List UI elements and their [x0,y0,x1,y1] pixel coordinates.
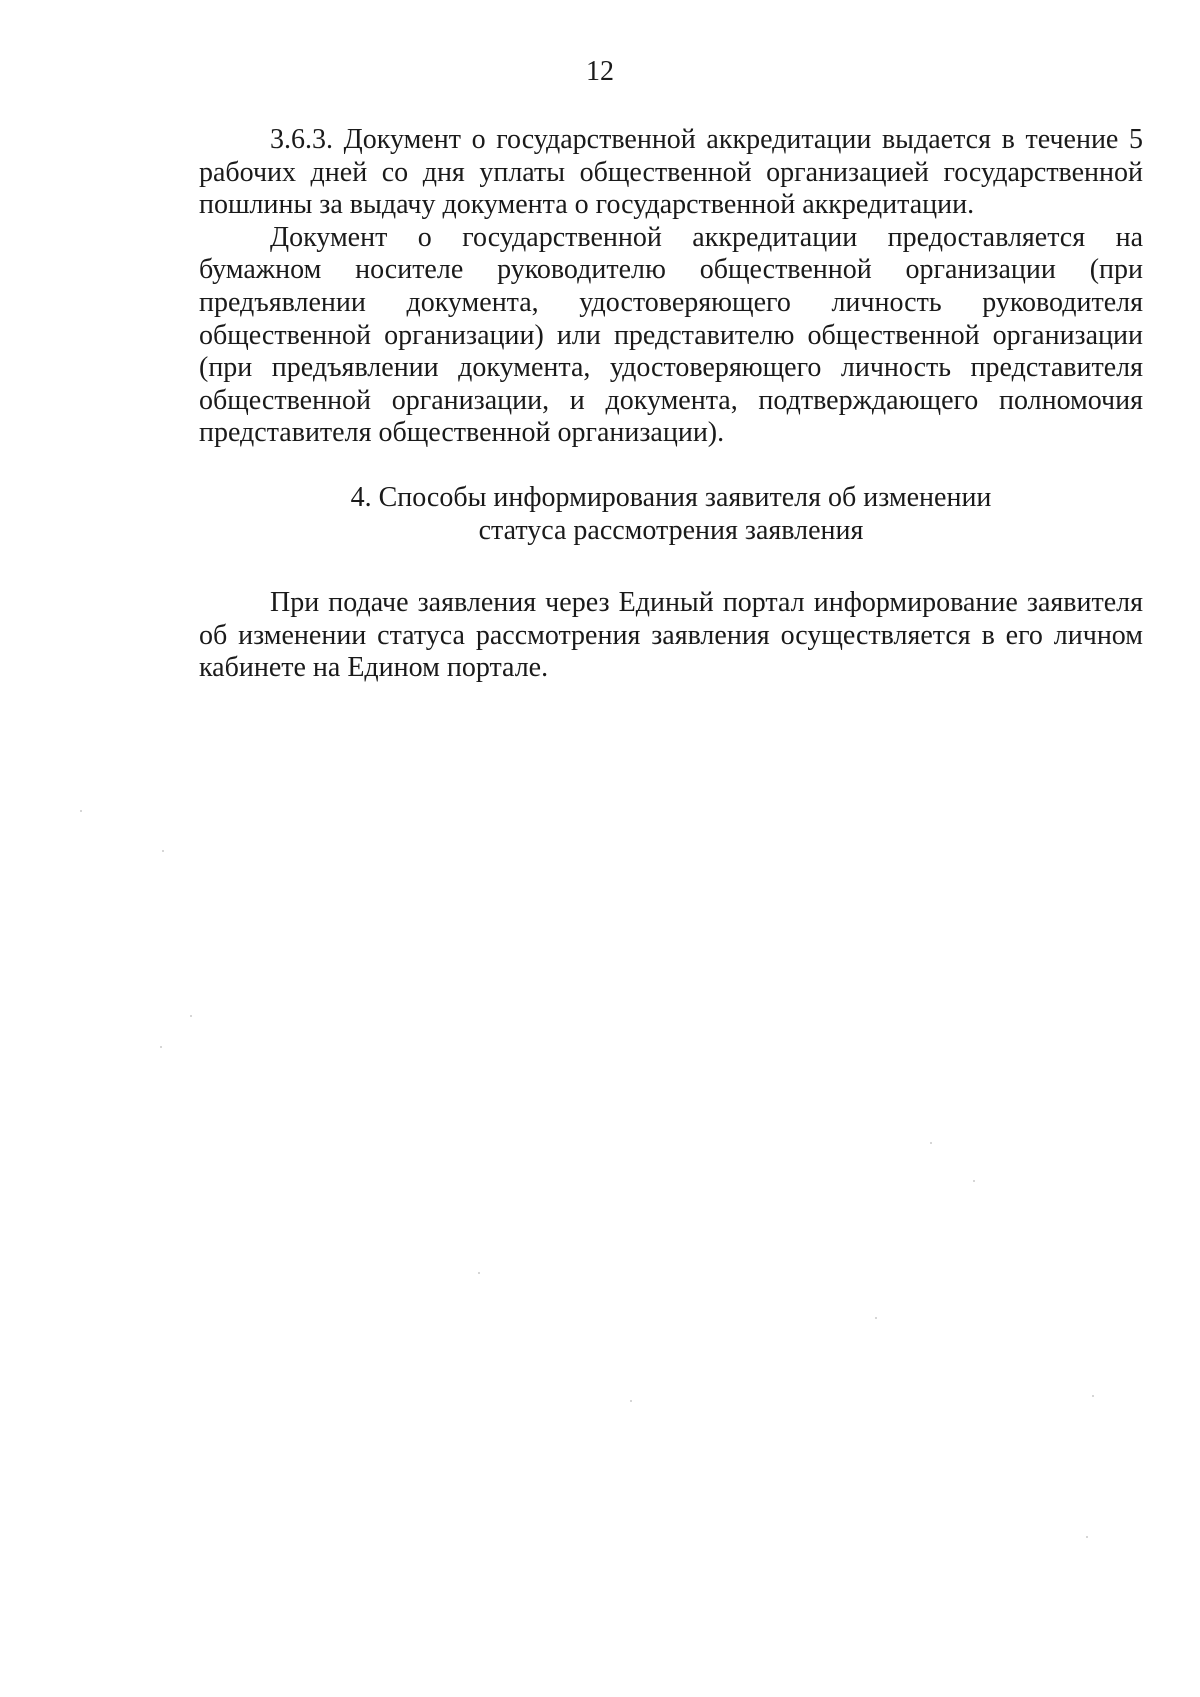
paragraph-informing: При подаче заявления через Единый портал информирование заявителя об изменении статуса рассмотрения заявления осуществляется в его личном кабинете на Едином портале. [199,587,1143,684]
section-heading-line-2: статуса рассмотрения заявления [478,514,864,546]
paragraph-3-6-3: 3.6.3. Документ о государственной аккредитации выдается в течение 5 рабочих дней со дня уплаты общественной организацией государственной пошлины за выдачу документа о государственной аккредитации. [199,124,1143,221]
paragraph-document-provision: Документ о государственной аккредитации предоставляется на бумажном носителе руководителю общественной организации (при предъявлении документа, удостоверяющего личность руководителя общественной организации) или представителю общественной организации (при предъявлении документа, удостоверяющего личность представителя общественной организации, и документа, подтверждающего полномочия представителя общественной организации). [199,221,1143,449]
page-number: 12 [586,56,614,87]
document-body [199,124,1143,685]
section-heading [199,482,1143,547]
section-heading-line-1: 4. Способы информирования заявителя об изменении [350,481,992,513]
